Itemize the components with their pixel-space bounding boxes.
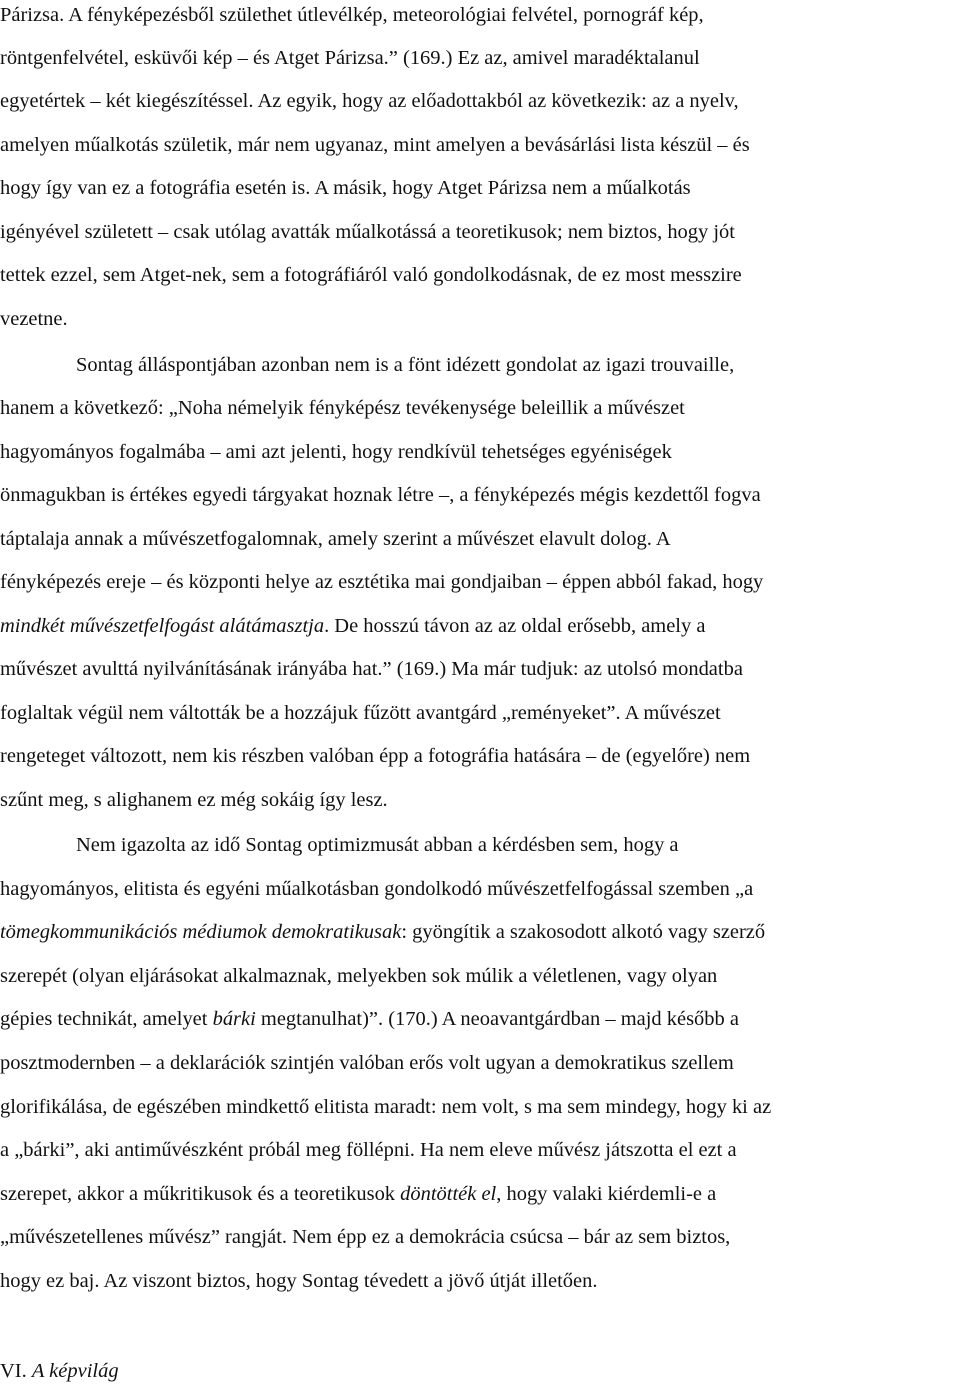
- paragraph-2-line-6: [0, 569, 960, 595]
- section-heading: [0, 1358, 119, 1384]
- text-run: „művészetellenes művész” rangját. Nem épp ez a demokrácia csúcsa – bár az sem biztos,: [0, 1226, 731, 1248]
- text-run: fényképezés ereje – és központi helye az esztétika mai gondjaiban – éppen abból fakad, hogy: [0, 571, 764, 593]
- paragraph-3-line-10: [0, 1224, 960, 1250]
- paragraph-3-line-3: [0, 919, 960, 945]
- text-run: foglaltak végül nem váltották be a hozzájuk fűzött avantgárd „reményeket”. A művészet: [0, 702, 721, 724]
- paragraph-2-line-5: [0, 526, 960, 552]
- text-run: posztmodernben – a deklarációk szintjén valóban erős volt ugyan a demokratikus szellem: [0, 1052, 734, 1074]
- paragraph-3-line-4: [0, 963, 960, 989]
- text-run: rengeteget változott, nem kis részben valóban épp a fotográfia hatására – de (egyelőre) nem: [0, 745, 751, 767]
- paragraph-2-line-2: [0, 395, 960, 421]
- text-run: szerepet, akkor a műkritikusok és a teoretikusok: [0, 1183, 401, 1205]
- text-run: : gyöngítik a szakosodott alkotó vagy szerző: [401, 921, 766, 943]
- paragraph-3-line-5: [0, 1006, 960, 1032]
- paragraph-3-line-1: [76, 832, 960, 858]
- italic-text: tömegkommunikációs médiumok demokratikusak: [0, 921, 402, 943]
- paragraph-1-line-8: [0, 306, 960, 332]
- text-run: vezetne.: [0, 308, 68, 330]
- text-run: Párizsa. A fényképezésből születhet útlevélkép, meteorológiai felvétel, pornográf kép,: [0, 4, 704, 26]
- italic-text: bárki: [212, 1008, 256, 1030]
- paragraph-2-line-4: [0, 482, 960, 508]
- paragraph-1-line-6: [0, 219, 960, 245]
- text-run: szűnt meg, s alighanem ez még sokáig így lesz.: [0, 789, 388, 811]
- text-run: , hogy valaki kiérdemli-e a: [496, 1183, 717, 1205]
- paragraph-2-line-10: [0, 743, 960, 769]
- paragraph-1-line-7: [0, 262, 960, 288]
- paragraph-3-line-11: [0, 1268, 960, 1294]
- text-run: egyetértek – két kiegészítéssel. Az egyik, hogy az előadottakból az következik: az a nyelv,: [0, 90, 739, 112]
- text-run: megtanulhat)”. (170.) A neoavantgárdban – majd később a: [255, 1008, 739, 1030]
- paragraph-1-line-5: [0, 175, 960, 201]
- text-run: . De hosszú távon az az oldal erősebb, amely a: [324, 615, 706, 637]
- text-run: hanem a következő: „Noha némelyik fényképész tevékenysége beleillik a művészet: [0, 397, 685, 419]
- paragraph-3-line-8: [0, 1137, 960, 1163]
- paragraph-3-line-2: [0, 876, 960, 902]
- italic-text: döntötték el: [400, 1183, 497, 1205]
- paragraph-2-line-9: [0, 700, 960, 726]
- paragraph-2-line-11: [0, 787, 960, 813]
- text-run: táptalaja annak a művészetfogalomnak, amely szerint a művészet elavult dolog. A: [0, 528, 671, 550]
- text-run: hagyományos, elitista és egyéni műalkotásban gondolkodó művészetfelfogással szemben „a: [0, 878, 754, 900]
- text-run: tettek ezzel, sem Atget-nek, sem a fotográfiáról való gondolkodásnak, de ez most messzire: [0, 264, 742, 286]
- text-run: amelyen műalkotás születik, már nem ugyanaz, mint amelyen a bevásárlási lista készül – és: [0, 134, 750, 156]
- paragraph-2-line-8: [0, 656, 960, 682]
- text-run: hagyományos fogalmába – ami azt jelenti, hogy rendkívül tehetséges egyéniségek: [0, 441, 672, 463]
- text-run: hogy ez baj. Az viszont biztos, hogy Sontag tévedett a jövő útját illetően.: [0, 1270, 598, 1292]
- text-run: Sontag álláspontjában azonban nem is a fönt idézett gondolat az igazi trouvaille,: [76, 354, 735, 376]
- text-run: glorifikálása, de egészében mindkettő elitista maradt: nem volt, s ma sem mindegy, hogy ki az: [0, 1096, 772, 1118]
- section-number: VI.: [0, 1360, 27, 1382]
- text-run: igényével született – csak utólag avatták műalkotássá a teoretikusok; nem biztos, hogy jót: [0, 221, 735, 243]
- paragraph-3-line-6: [0, 1050, 960, 1076]
- paragraph-2-line-3: [0, 439, 960, 465]
- paragraph-1-line-4: [0, 132, 960, 158]
- text-run: szerepét (olyan eljárásokat alkalmaznak, melyekben sok múlik a véletlenen, vagy olyan: [0, 965, 718, 987]
- text-run: röntgenfelvétel, esküvői kép – és Atget Párizsa.” (169.) Ez az, amivel maradéktalanul: [0, 47, 700, 69]
- text-run: önmagukban is értékes egyedi tárgyakat hoznak létre –, a fényképezés mégis kezdettől fogva: [0, 484, 761, 506]
- italic-text: mindkét művészetfelfogást alátámasztja: [0, 615, 325, 637]
- text-run: a „bárki”, aki antiművészként próbál meg föllépni. Ha nem eleve művész játszotta el ezt a: [0, 1139, 737, 1161]
- paragraph-3-line-7: [0, 1094, 960, 1120]
- paragraph-2-line-7: [0, 613, 960, 639]
- paragraph-2-line-1: [76, 352, 960, 378]
- text-run: Nem igazolta az idő Sontag optimizmusát abban a kérdésben sem, hogy a: [76, 834, 679, 856]
- paragraph-3-line-9: [0, 1181, 960, 1207]
- text-run: hogy így van ez a fotográfia esetén is. A másik, hogy Atget Párizsa nem a műalkotás: [0, 177, 691, 199]
- section-title: A képvilág: [31, 1360, 119, 1382]
- text-run: gépies technikát, amelyet: [0, 1008, 213, 1030]
- paragraph-1-line-2: [0, 45, 960, 71]
- text-run: művészet avulttá nyilvánításának irányába hat.” (169.) Ma már tudjuk: az utolsó mondatba: [0, 658, 743, 680]
- paragraph-1-line-3: [0, 88, 960, 114]
- paragraph-1-line-1: [0, 2, 960, 28]
